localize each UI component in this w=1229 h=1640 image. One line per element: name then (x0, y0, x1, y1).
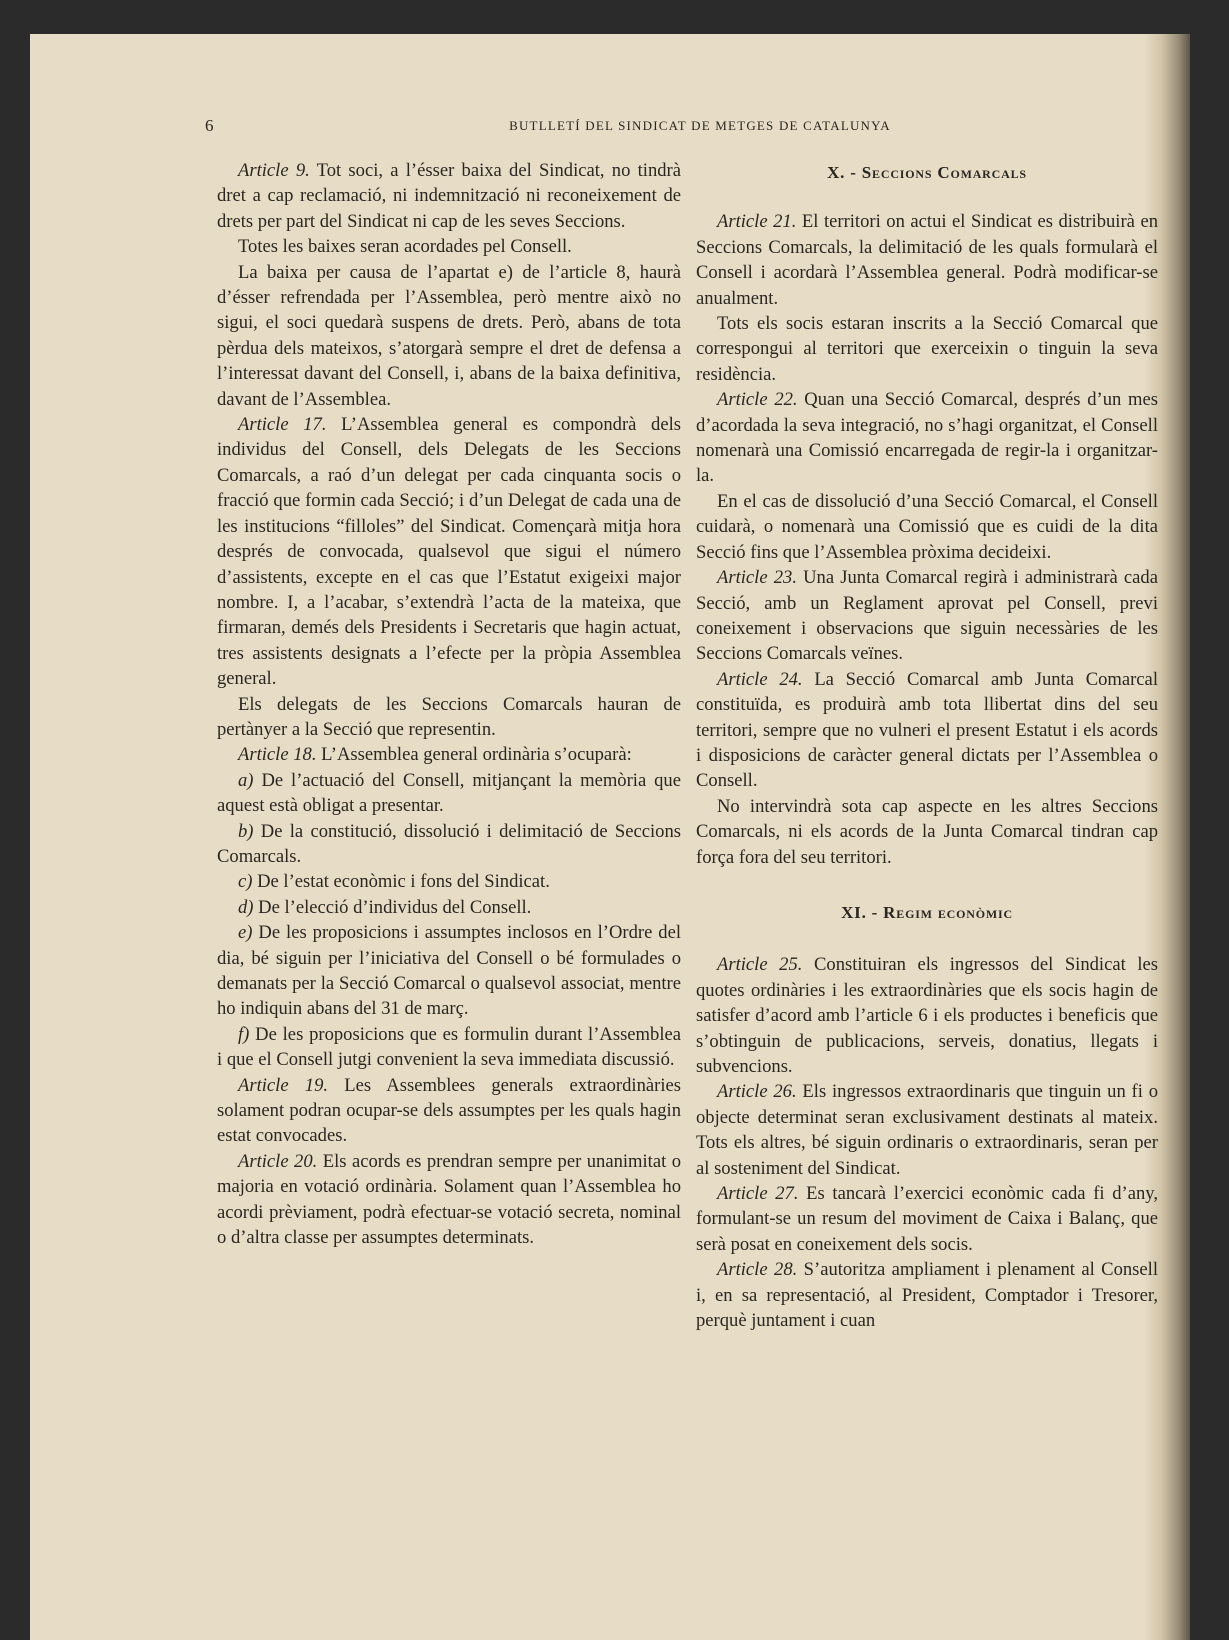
running-head (205, 116, 1155, 146)
article-label: Article 25. (717, 954, 803, 976)
page-number: 6 (205, 116, 214, 135)
section-heading-x: X. - Seccions Comarcals (827, 163, 1027, 182)
paragraph-text: Una Junta Comarcal regirà i administrarà cada Secció, amb un Reglament aprovat pel Consell, previ coneixement i observacions que siguin necessàries de les Seccions Comarcals veïnes. (696, 567, 1158, 665)
paragraph-text: Tot soci, a l’ésser baixa del Sindicat, no tindrà dret a cap reclamació, ni indemnització ni reconeixement de drets per part del Sindicat ni cap de les seves Seccions. (217, 160, 681, 232)
section-heading-xi: XI. - Regim econòmic (841, 902, 1013, 922)
paragraph-text: De l’actuació del Consell, mitjançant la memòria que aquest està obligat a presentar. (217, 769, 681, 817)
article-paragraph (696, 1181, 1158, 1257)
paragraph-text: Totes les baixes seran acordades pel Consell. (238, 236, 572, 258)
article-paragraph (217, 1149, 681, 1251)
article-paragraph (696, 952, 1158, 1079)
item-label: b) (238, 820, 254, 842)
list-item (217, 768, 681, 819)
article-label: Article 24. (717, 668, 803, 690)
item-label: f) (238, 1023, 250, 1045)
paragraph (696, 794, 1158, 870)
paragraph-text: De les proposicions que es formulin durant l’Assemblea i que el Consell jutgi convenient la seva immediata discussió. (217, 1023, 681, 1071)
article-paragraph (696, 1079, 1158, 1181)
paragraph-text: En el cas de dissolució d’una Secció Comarcal, el Consell cuidarà, o nomenarà una Comissió que es cuidi de la dita Secció fins que l’Assemblea pròxima decideixi. (696, 490, 1158, 563)
paragraph-text: No intervindrà sota cap aspecte en les altres Seccions Comarcals, ni els acords de la Junta Comarcal tindran cap força fora del seu territori. (696, 795, 1158, 868)
paragraph (696, 489, 1158, 565)
paragraph (217, 692, 681, 743)
article-paragraph (217, 412, 681, 691)
article-label: Article 21. (717, 211, 797, 233)
article-label: Article 22. (717, 389, 798, 411)
article-label: Article 26. (717, 1081, 797, 1103)
list-item (217, 869, 681, 894)
item-label: a) (238, 769, 254, 791)
article-paragraph (696, 1257, 1158, 1333)
paragraph-text: El territori on actui el Sindicat es distribuirà en Seccions Comarcals, la delimitació de les quals formularà el Consell i acordarà l’Assemblea general. Podrà modificar-se anualment. (696, 211, 1158, 309)
article-label: Article 19. (238, 1074, 329, 1096)
scanned-page (30, 34, 1190, 1640)
left-column (217, 158, 681, 1250)
paragraph-text: Els acords es prendran sempre per unanimitat o majoria en votació ordinària. Solament quan l’Assemblea ho acordi prèviament, podrà efectuar-se votació secreta, nominal o d’altra classe per assumptes determinats. (217, 1150, 681, 1249)
paragraph-text: Quan una Secció Comarcal, després d’un mes d’acordada la seva integració, no s’hagi organitzat, el Consell nomenarà una Comissió encarregada de regir-la i organitzar-la. (696, 389, 1158, 487)
article-label: Article 17. (238, 414, 327, 436)
article-paragraph (696, 667, 1158, 794)
paragraph-text: Constituiran els ingressos del Sindicat les quotes ordinàries i les extraordinàries que els socis hagin de satisfer d’acord amb l’article 6 i els productes i beneficis que s’obtinguin de publicacions, serveis, donatius, llegats i subvencions. (696, 954, 1158, 1077)
paragraph (217, 234, 681, 259)
article-paragraph (696, 209, 1158, 311)
list-item (217, 819, 681, 870)
article-paragraph (217, 158, 681, 234)
article-paragraph (696, 387, 1158, 489)
paragraph-text: De les proposicions i assumptes inclosos en l’Ordre del dia, bé siguin per l’iniciativa del Consell o bé formulades o demanats per la Secció Comarcal o qualsevol associat, mentre ho indiquin abans del 31 de març. (217, 922, 681, 1020)
article-label: Article 9. (238, 160, 310, 181)
journal-title: BUTLLETÍ DEL SINDICAT DE METGES DE CATALUNYA (509, 118, 891, 133)
section-xi-body (696, 952, 1158, 1333)
paragraph-text: L’Assemblea general es compondrà dels individus del Consell, dels Delegats de les Seccions Comarcals, a raó d’un delegat per cada cinquanta socis o fracció que formin cada Secció; i d’un Delegat de cada una de les institucions “filloles” del Sindicat. Començarà mitja hora després de convocada, qualsevol que sigui el número d’assistents, excepte en el cas que l’Estatut exigeixi major nombre. I, a l’acabar, s’extendrà l’acta de la mateixa, que firmaran, demés dels Presidents i Secretaris que hagin actuat, tres assistents designats a l’efecte per la pròpia Assemblea general. (217, 414, 681, 690)
paragraph (696, 311, 1158, 387)
paragraph-text: De l’elecció d’individus del Consell. (253, 896, 532, 918)
section-x-body (696, 209, 1158, 870)
paragraph-text: Els delegats de les Seccions Comarcals hauran de pertànyer a la Secció que representin. (217, 693, 681, 740)
paragraph (217, 260, 681, 412)
paragraph-text: L’Assemblea general ordinària s’ocuparà: (316, 744, 632, 766)
right-column (696, 158, 1158, 1333)
article-label: Article 28. (717, 1259, 798, 1281)
item-label: c) (238, 871, 253, 893)
article-label: Article 18. (238, 744, 317, 766)
item-label: e) (238, 922, 253, 944)
list-item (217, 1022, 681, 1073)
paragraph-text: Els ingressos extraordinaris que tinguin un fi o objecte determinat seran exclusivament destinats al mateix. Tots els altres, bé siguin ordinaris o extraordinaris, seran per al sosteniment del Sindicat. (696, 1081, 1158, 1179)
article-label: Article 23. (717, 567, 797, 589)
list-item (217, 920, 681, 1022)
article-label: Article 27. (717, 1183, 799, 1205)
paragraph-text: S’autoritza ampliament i plenament al Consell i, en sa representació, al President, Comptador i Tresorer, perquè juntament i cuan (696, 1259, 1158, 1332)
list-item (217, 895, 681, 920)
article-label: Article 20. (238, 1150, 318, 1172)
paragraph-text: De l’estat econòmic i fons del Sindicat. (252, 871, 550, 893)
paragraph-text: Les Assemblees generals extraordinàries solament podran ocupar-se dels assumptes per les quals hagin estat convocades. (217, 1074, 681, 1147)
paragraph-text: Es tancarà l’exercici econòmic cada fi d’any, formulant-se un resum del moviment de Caixa i Balanç, que serà posat en coneixement dels socis. (696, 1183, 1158, 1255)
article-paragraph (217, 1073, 681, 1149)
item-label: d) (238, 896, 254, 918)
paragraph-text: La baixa per causa de l’apartat e) de l’article 8, haurà d’ésser refrendada per l’Assemblea, però mentre això no sigui, el soci quedarà suspens de drets. Però, abans de tota pèrdua dels mateixos, s’atorgarà sempre el dret de defensa a l’interessat davant del Consell, i, abans de la baixa definitiva, davant de l’Assemblea. (217, 261, 681, 410)
paragraph-text: La Secció Comarcal amb Junta Comarcal constituïda, es produirà amb tota llibertat dins del seu territori, sempre que no vulneri el present Estatut i els acords i disposicions de caràcter general dictats per l’Assemblea o Consell. (696, 668, 1158, 792)
paragraph-text: De la constitució, dissolució i delimitació de Seccions Comarcals. (217, 820, 681, 867)
paragraph-text: Tots els socis estaran inscrits a la Secció Comarcal que correspongui al territori que exerceixin o tinguin la seva residència. (696, 313, 1158, 385)
article-paragraph (696, 565, 1158, 667)
article-paragraph (217, 742, 681, 767)
